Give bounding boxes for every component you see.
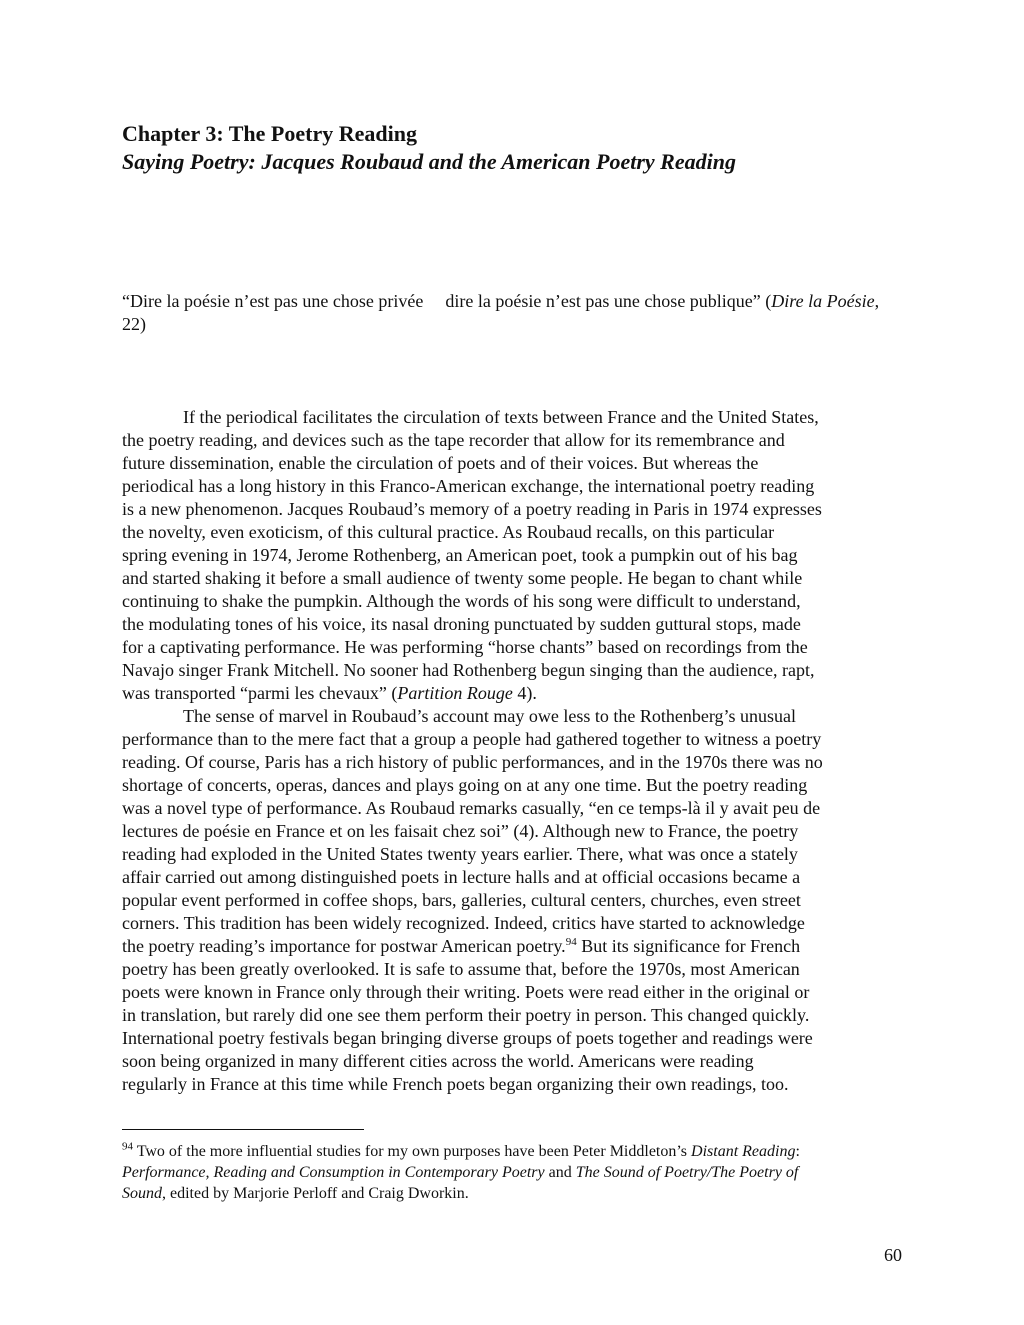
- footnote: [122, 1141, 912, 1204]
- paragraph-line: periodical has a long history in this Franco-American exchange, the international poetry reading: [122, 476, 815, 496]
- paragraph-line: continuing to shake the pumpkin. Although the words of his song were difficult to understand,: [122, 591, 801, 611]
- body-text: [122, 406, 912, 1096]
- epigraph-first-part: “Dire la poésie n’est pas une chose privée: [122, 291, 424, 311]
- paragraph-line: poets were known in France only through their writing. Poets were read either in the original or: [122, 982, 810, 1002]
- paragraph-line: shortage of concerts, operas, dances and plays going on at any one time. But the poetry reading: [122, 775, 808, 795]
- paragraph-line: regularly in France at this time while French poets began organizing their own readings, too.: [122, 1074, 789, 1094]
- paragraph-2: [122, 705, 912, 1096]
- footnote-cited-title: Performance, Reading and Consumption in Contemporary Poetry: [122, 1164, 545, 1181]
- paragraph-line: the modulating tones of his voice, its nasal droning punctuated by sudden guttural stops, made: [122, 614, 801, 634]
- paragraph-line: International poetry festivals began bringing diverse groups of poets together and readings were: [122, 1028, 813, 1048]
- paragraph-line: is a new phenomenon. Jacques Roubaud’s memory of a poetry reading in Paris in 1974 expresses: [122, 499, 822, 519]
- paragraph-line: [122, 935, 912, 958]
- paragraph-line: performance than to the mere fact that a group a people had gathered together to witness a poetry: [122, 729, 822, 749]
- paragraph-line: popular event performed in coffee shops, bars, galleries, cultural centers, churches, even street: [122, 890, 801, 910]
- footnote-text: :: [795, 1143, 800, 1160]
- paragraph-line: reading. Of course, Paris has a rich history of public performances, and in the 1970s there was no: [122, 752, 823, 772]
- paragraph-line: future dissemination, enable the circulation of poets and of their voices. But whereas the: [122, 453, 759, 473]
- paragraph-1: [122, 406, 912, 705]
- footnote-line: [122, 1183, 912, 1204]
- chapter-title: Chapter 3: The Poetry Reading: [122, 121, 417, 146]
- paragraph-line: reading had exploded in the United States twenty years earlier. There, what was once a stately: [122, 844, 798, 864]
- paragraph-line-text: was transported “parmi les chevaux” (: [122, 683, 398, 703]
- cited-work-title: Partition Rouge: [397, 683, 513, 703]
- paragraph-line: the novelty, even exoticism, of this cultural practice. As Roubaud recalls, on this particular: [122, 522, 775, 542]
- epigraph-source-title: Dire la Poésie: [771, 291, 875, 311]
- paragraph-line: Navajo singer Frank Mitchell. No sooner had Rothenberg begun singing than the audience, rapt,: [122, 660, 815, 680]
- paragraph-line: for a captivating performance. He was performing “horse chants” based on recordings from the: [122, 637, 808, 657]
- epigraph-source-page: , 22): [122, 291, 880, 334]
- footnote-cited-title: The Sound of Poetry/The Poetry of: [575, 1164, 799, 1181]
- footnote-separator: [122, 1129, 364, 1130]
- epigraph-second-part: dire la poésie n’est pas une chose publique” (: [445, 291, 772, 311]
- paragraph-line: If the periodical facilitates the circulation of texts between France and the United States,: [183, 407, 819, 427]
- chapter-subtitle: Saying Poetry: Jacques Roubaud and the American Poetry Reading: [122, 149, 736, 174]
- paragraph-line-text: 4).: [512, 683, 537, 703]
- epigraph: [122, 290, 902, 336]
- footnote-line: [122, 1141, 912, 1162]
- paragraph-line: lectures de poésie en France et on les faisait chez soi” (4). Although new to France, the poetry: [122, 821, 799, 841]
- footnote-cited-title: Sound: [122, 1185, 162, 1202]
- paragraph-line: the poetry reading, and devices such as the tape recorder that allow for its remembrance and: [122, 430, 785, 450]
- paragraph-line: and started shaking it before a small audience of twenty some people. He began to chant while: [122, 568, 803, 588]
- paragraph-line: soon being organized in many different cities across the world. Americans were reading: [122, 1051, 754, 1071]
- paragraph-line: corners. This tradition has been widely recognized. Indeed, critics have started to acknowledge: [122, 913, 805, 933]
- page-number: 60: [884, 1245, 902, 1265]
- paragraph-line: spring evening in 1974, Jerome Rothenberg, an American poet, took a pumpkin out of his bag: [122, 545, 798, 565]
- paragraph-line: was a novel type of performance. As Roubaud remarks casually, “en ce temps-là il y avait peu de: [122, 798, 821, 818]
- paragraph-line-text: But its significance for French: [576, 936, 801, 956]
- footnote-text: and: [544, 1164, 576, 1181]
- footnote-text: Two of the more influential studies for my own purposes have been Peter Middleton’s: [133, 1143, 692, 1160]
- paragraph-line: in translation, but rarely did one see them perform their poetry in person. This changed quickly.: [122, 1005, 810, 1025]
- paragraph-line-text: the poetry reading’s importance for postwar American poetry.: [122, 936, 566, 956]
- footnote-number: 94: [122, 1140, 133, 1153]
- paragraph-line: The sense of marvel in Roubaud’s account may owe less to the Rothenberg’s unusual: [183, 706, 797, 726]
- paragraph-line: affair carried out among distinguished poets in lecture halls and at official occasions became a: [122, 867, 801, 887]
- footnote-text: , edited by Marjorie Perloff and Craig Dworkin.: [162, 1185, 469, 1202]
- paragraph-line: poetry has been greatly overlooked. It is safe to assume that, before the 1970s, most American: [122, 959, 800, 979]
- paragraph-line: [122, 682, 912, 705]
- footnote-line: [122, 1162, 912, 1183]
- footnote-reference[interactable]: 94: [565, 936, 577, 948]
- footnote-cited-title: Distant Reading: [691, 1143, 796, 1160]
